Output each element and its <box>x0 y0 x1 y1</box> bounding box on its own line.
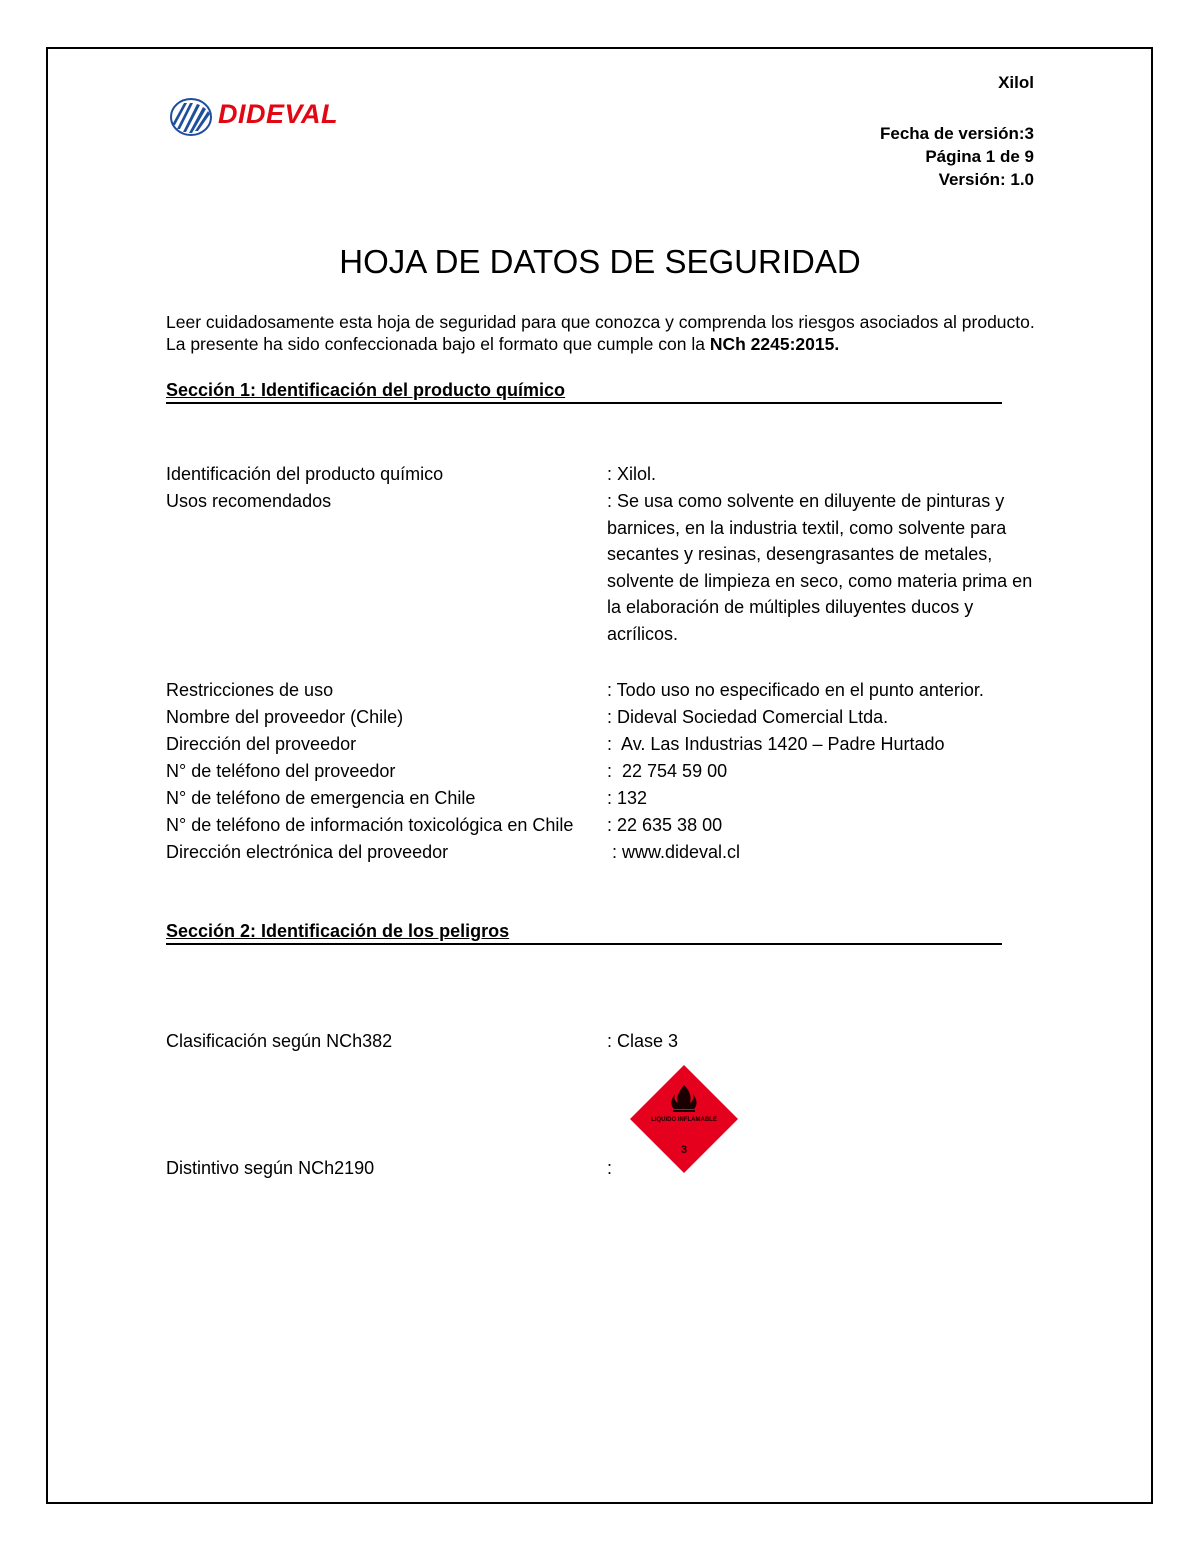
dideval-logo <box>166 95 366 140</box>
document-product-name <box>998 71 1034 94</box>
s1-label-emergencia: N° de teléfono de emergencia en Chile <box>166 788 476 808</box>
s1-label-direccion: Dirección del proveedor <box>166 734 357 754</box>
intro-paragraph <box>166 311 1046 355</box>
section-2-heading-text: Sección 2: Identificación de los peligros <box>166 921 510 941</box>
s2-label-clasificacion: Clasificación según NCh382 <box>166 1031 393 1051</box>
section-1-heading-text: Sección 1: Identificación del producto químico <box>166 380 566 400</box>
s1-label-telefono: N° de teléfono del proveedor <box>166 761 396 781</box>
s1-value-identificacion: : Xilol. <box>607 464 657 484</box>
product-name: Xilol <box>998 73 1034 92</box>
intro-text: Leer cuidadosamente esta hoja de seguridad para que conozca y comprenda los riesgos asociados al producto. La presente ha sido confeccionada bajo el formato que cumple con la <box>166 312 1035 354</box>
page-number: Página 1 de 9 <box>925 147 1034 166</box>
s1-label-restricciones: Restricciones de uso <box>166 680 334 700</box>
logo-text: DIDEVAL <box>218 99 339 129</box>
s1-value-direccion: : Av. Las Industrias 1420 – Padre Hurtado <box>607 734 945 754</box>
s1-label-usos: Usos recomendados <box>166 491 332 511</box>
flammable-liquid-placard <box>628 1063 740 1175</box>
s2-value-clasificacion: : Clase 3 <box>607 1031 679 1051</box>
s2-value-distintivo: : <box>607 1158 613 1178</box>
placard-class-number: 3 <box>680 1144 688 1156</box>
s1-value-proveedor: : Dideval Sociedad Comercial Ltda. <box>607 707 889 727</box>
placard-text: LIQUIDO INFLAMABLE <box>651 1117 717 1123</box>
s1-value-restricciones: : Todo uso no especificado en el punto anterior. <box>607 680 984 700</box>
s2-label-distintivo: Distintivo según NCh2190 <box>166 1158 375 1178</box>
section-2-heading <box>166 921 1002 945</box>
s1-label-web: Dirección electrónica del proveedor <box>166 842 449 862</box>
s1-value-usos: : Se usa como solvente en diluyente de pinturas y barnices, en la industria textil, como solvente para secantes y resinas, desengrasantes de metales, solvente de limpieza en seco, como materia prima en la elaboración de múltiples diluyentes ducos y acrílicos. <box>607 491 1033 644</box>
s1-value-telefono: : 22 754 59 00 <box>607 761 728 781</box>
s1-label-toxicologica: N° de teléfono de información toxicológica en Chile <box>166 815 574 835</box>
section-1-heading <box>166 380 1002 404</box>
page-title: HOJA DE DATOS DE SEGURIDAD <box>339 243 861 280</box>
s1-value-emergencia: : 132 <box>607 788 648 808</box>
dideval-logo-icon <box>166 95 216 140</box>
s1-label-identificacion: Identificación del producto químico <box>166 464 444 484</box>
s1-value-web: : www.dideval.cl <box>607 842 741 862</box>
intro-norm: NCh 2245:2015. <box>709 334 840 354</box>
s1-value-toxicologica: : 22 635 38 00 <box>607 815 723 835</box>
fecha-version: Fecha de versión:3 <box>879 124 1034 143</box>
document-meta <box>880 122 1034 191</box>
version: Versión: 1.0 <box>938 170 1034 189</box>
s1-label-proveedor: Nombre del proveedor (Chile) <box>166 707 404 727</box>
